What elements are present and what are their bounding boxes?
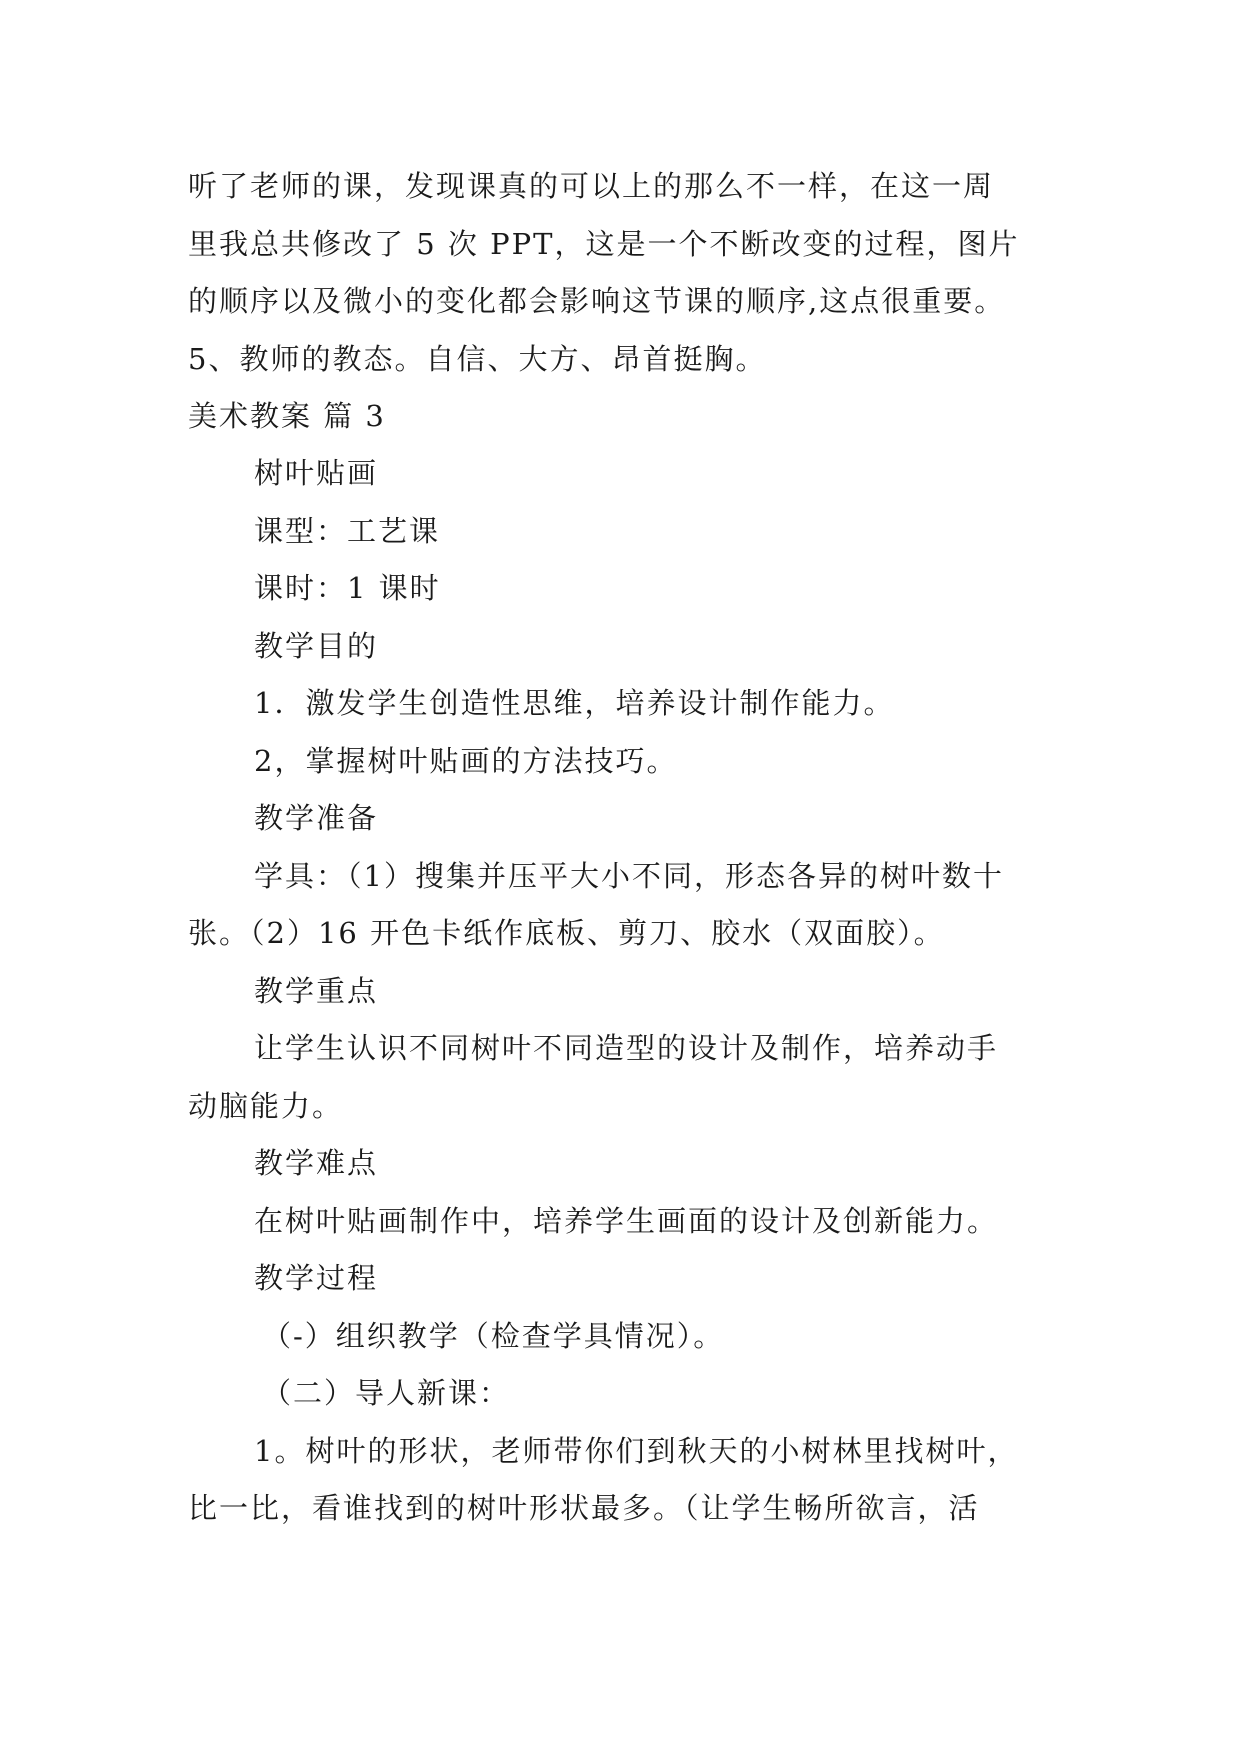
text-line: 的顺序以及微小的变化都会影响这节课的顺序,这点很重要。 bbox=[188, 284, 1006, 318]
text-line: 学具：（1）搜集并压平大小不同，形态各异的树叶数十 bbox=[254, 859, 1004, 893]
text-line: 课时：1 课时 bbox=[254, 571, 441, 605]
text-line: 听了老师的课，发现课真的可以上的那么不一样，在这一周 bbox=[188, 169, 995, 203]
text-line: 在树叶贴画制作中，培养学生画面的设计及创新能力。 bbox=[254, 1204, 999, 1238]
lesson-title: 树叶贴画 bbox=[254, 456, 379, 490]
text-line: 课型：工艺课 bbox=[254, 514, 441, 548]
text-line: 张。（2）16 开色卡纸作底板、剪刀、胶水（双面胶）。 bbox=[188, 916, 945, 950]
text-line: 里我总共修改了 5 次 PPT，这是一个不断改变的过程，图片 bbox=[188, 227, 1020, 261]
text-line: 1。树叶的形状，老师带你们到秋天的小树林里找树叶， bbox=[254, 1434, 1019, 1468]
subheading: 教学难点 bbox=[254, 1146, 379, 1180]
subheading: 教学目的 bbox=[254, 629, 379, 663]
text-line: 让学生认识不同树叶不同造型的设计及制作，培养动手 bbox=[254, 1031, 999, 1065]
text-line: （二）导人新课： bbox=[262, 1376, 511, 1410]
subheading: 教学准备 bbox=[254, 801, 379, 835]
text-line: （-）组织教学（检查学具情况）。 bbox=[262, 1319, 725, 1353]
subheading: 教学过程 bbox=[254, 1261, 379, 1295]
section-heading: 美术教案 篇 3 bbox=[188, 399, 386, 433]
text-line: 2，掌握树叶贴画的方法技巧。 bbox=[254, 744, 678, 778]
text-line: 动脑能力。 bbox=[188, 1089, 344, 1123]
text-line: 1．激发学生创造性思维，培养设计制作能力。 bbox=[254, 686, 895, 720]
text-line: 5、教师的教态。自信、大方、昂首挺胸。 bbox=[188, 342, 767, 376]
text-line: 比一比，看谁找到的树叶形状最多。（让学生畅所欲言，活 bbox=[188, 1491, 980, 1525]
subheading: 教学重点 bbox=[254, 974, 379, 1008]
